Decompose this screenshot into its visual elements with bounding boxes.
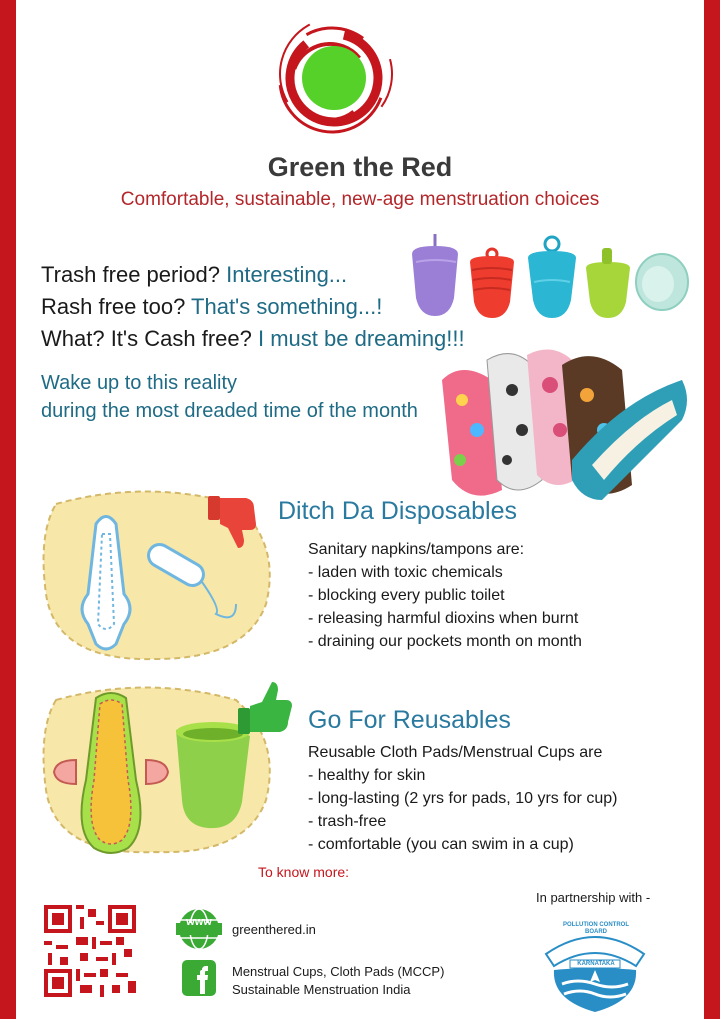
facebook-group-2[interactable]: Sustainable Menstruation India [232,982,411,997]
intro-line-3 [41,326,465,352]
wake-line-2: during the most dreaded time of the month [41,400,418,422]
thumbs-down-icon [206,492,264,550]
tagline: Comfortable, sustainable, new-age menstruation choices [120,189,600,210]
www-globe-icon [176,906,222,952]
partner-logo-name: POLLUTION CONTROL BOARD [563,922,629,935]
list-item: - long-lasting (2 yrs for pads, 10 yrs for cup) [308,790,618,807]
www-label: www [186,916,212,928]
ditch-list [308,538,582,653]
ditch-intro: Sanitary napkins/tampons are: [308,541,525,558]
reuse-heading: Go For Reusables [308,706,511,734]
intro-line-1 [41,262,347,288]
wake-line-1: Wake up to this reality [41,372,238,394]
cloth-pads-image [432,340,694,510]
website-link[interactable]: greenthered.in [232,922,316,937]
intro-answer: Interesting... [226,262,348,287]
list-item: - trash-free [308,813,387,830]
list-item: - releasing harmful dioxins when burnt [308,610,579,627]
facebook-groups[interactable] [232,963,444,999]
qr-code-icon[interactable] [44,905,136,997]
partnership-label: In partnership with - [536,890,651,905]
page-title: Green the Red [267,152,453,182]
reuse-intro: Reusable Cloth Pads/Menstrual Cups are [308,744,603,761]
partner-logo-state: KARNATAKA [577,961,615,967]
list-item: - blocking every public toilet [308,587,505,604]
know-more-label: To know more: [258,864,350,880]
intro-question: Trash free period? [41,262,220,287]
intro-question: Rash free too? [41,294,186,319]
menstrual-cups-image [404,232,696,322]
intro-question: What? It's Cash free? [41,326,252,351]
reuse-list [308,741,617,856]
intro-line-2 [41,294,382,320]
list-item: - healthy for skin [308,767,426,784]
intro-answer: I must be dreaming!!! [257,326,465,351]
facebook-icon[interactable] [182,960,216,996]
list-item: - comfortable (you can swim in a cup) [308,836,574,853]
intro-answer: That's something...! [191,294,383,319]
logo-icon [268,14,396,142]
facebook-group-1[interactable]: Menstrual Cups, Cloth Pads (MCCP) [232,964,445,979]
thumbs-up-icon [236,680,298,738]
ditch-heading: Ditch Da Disposables [278,497,517,525]
list-item: - draining our pockets month on month [308,633,582,650]
list-item: - laden with toxic chemicals [308,564,503,581]
